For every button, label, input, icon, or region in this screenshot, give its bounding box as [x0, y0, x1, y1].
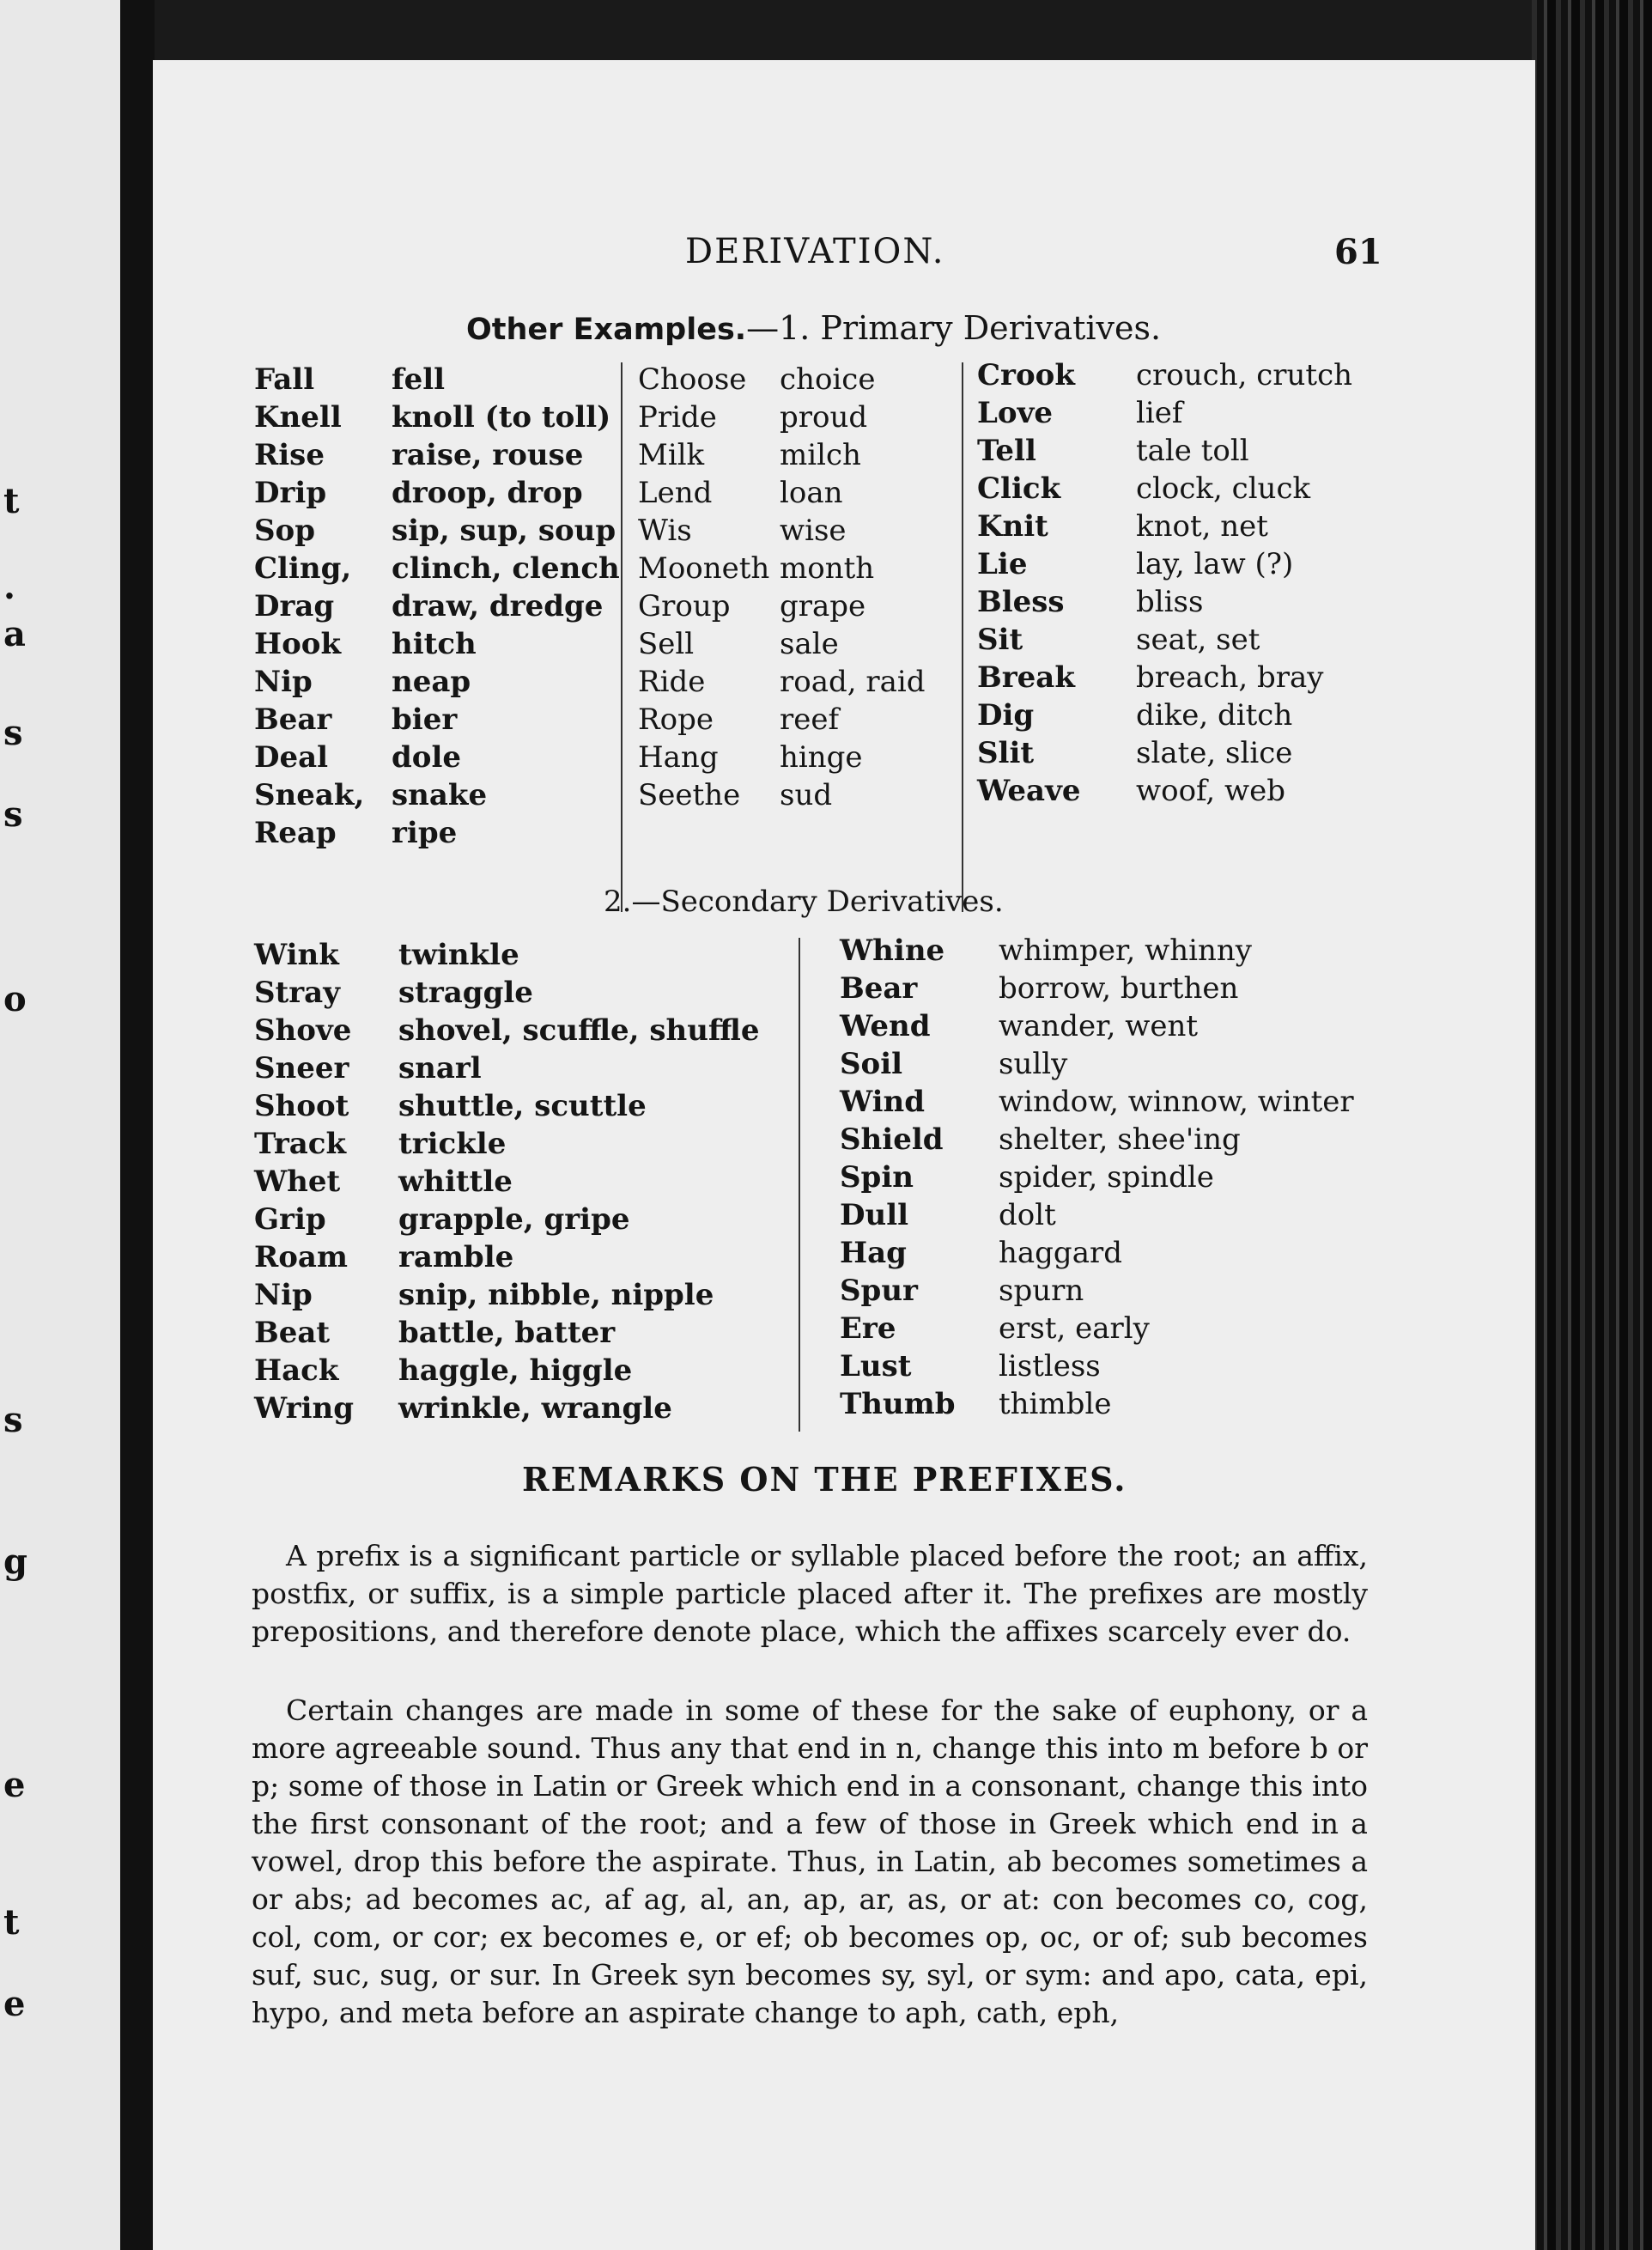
book-page	[153, 60, 1535, 2250]
root-word: Wis	[638, 514, 692, 548]
root-word: Dig	[977, 698, 1035, 733]
word-pair-row	[254, 1390, 760, 1427]
root-word: Shield	[840, 1122, 944, 1157]
root-word: Wind	[840, 1085, 925, 1119]
derived-words: ramble	[398, 1240, 514, 1274]
derived-words: sud	[780, 778, 833, 812]
word-pair-row	[840, 1272, 1354, 1310]
root-word: Reap	[254, 816, 337, 850]
root-word: Love	[977, 396, 1053, 430]
derived-words: hitch	[392, 627, 477, 661]
word-pair-row	[840, 1045, 1354, 1083]
derived-words: twinkle	[398, 938, 519, 972]
word-pair-row	[977, 621, 1352, 659]
root-word: Hook	[254, 627, 342, 661]
root-word: Spur	[840, 1274, 918, 1308]
derived-words: shelter, shee'ing	[999, 1122, 1241, 1157]
word-pair-row	[254, 361, 620, 398]
derived-words: milch	[780, 438, 861, 472]
root-word: Whine	[840, 933, 945, 968]
derived-words: dole	[392, 740, 461, 775]
root-word: Dull	[840, 1198, 909, 1232]
derived-words: window, winnow, winter	[999, 1085, 1354, 1119]
word-pair-row	[977, 394, 1352, 432]
derived-words: knot, net	[1136, 509, 1268, 544]
derived-words: spurn	[999, 1274, 1084, 1308]
derived-words: slate, slice	[1136, 736, 1293, 770]
root-word: Ere	[840, 1311, 896, 1346]
word-pair-row	[254, 1314, 760, 1352]
root-word: Knit	[977, 509, 1048, 544]
root-word: Break	[977, 660, 1075, 695]
page-number: 61	[1334, 232, 1382, 272]
word-pair-row	[638, 398, 926, 436]
root-word: Pride	[638, 400, 717, 435]
derived-words: knoll (to toll)	[392, 400, 611, 435]
facing-page-edge	[0, 0, 120, 2250]
primary-column-2	[638, 361, 926, 814]
paragraph-text: A prefix is a significant particle or syllable placed before the root; an affix, postfix, or suffix, is a simple particle placed after it. The prefixes are mostly prepositions, and therefore denote place, which the affixes scarcely ever do.	[252, 1539, 1368, 1648]
word-pair-row	[977, 583, 1352, 621]
derived-words: month	[780, 551, 875, 586]
derived-words: fell	[392, 362, 446, 397]
word-pair-row	[254, 1087, 760, 1125]
derived-words: whittle	[398, 1165, 513, 1199]
margin-letter: s	[3, 713, 23, 753]
secondary-column-1	[254, 936, 760, 1427]
word-pair-row	[638, 663, 926, 701]
root-word: Bear	[840, 971, 918, 1006]
derived-words: droop, drop	[392, 476, 583, 510]
derived-words: snarl	[398, 1051, 482, 1085]
word-pair-row	[840, 1196, 1354, 1234]
margin-letter: g	[3, 1542, 27, 1582]
word-pair-row	[638, 701, 926, 739]
word-pair-row	[638, 512, 926, 550]
derived-words: grapple, gripe	[398, 1202, 630, 1237]
root-word: Click	[977, 471, 1061, 506]
derived-words: breach, bray	[1136, 660, 1324, 695]
root-word: Cling,	[254, 551, 352, 586]
derived-words: sip, sup, soup	[392, 514, 616, 548]
derived-words: wander, went	[999, 1009, 1199, 1043]
derived-words: erst, early	[999, 1311, 1150, 1346]
root-word: Crook	[977, 358, 1075, 392]
derived-words: ripe	[392, 816, 458, 850]
root-word: Tell	[977, 434, 1036, 468]
derived-words: snip, nibble, nipple	[398, 1278, 714, 1312]
word-pair-row	[840, 1158, 1354, 1196]
derived-words: whimper, whinny	[999, 933, 1253, 968]
root-word: Rope	[638, 702, 714, 737]
word-pair-row	[254, 1201, 760, 1238]
margin-letter: .	[3, 567, 15, 607]
word-pair-row	[254, 436, 620, 474]
word-pair-row	[840, 970, 1354, 1007]
word-pair-row	[638, 625, 926, 663]
margin-letter: s	[3, 1400, 23, 1440]
word-pair-row	[977, 659, 1352, 696]
column-divider	[621, 362, 623, 912]
root-word: Lust	[840, 1349, 912, 1383]
derived-words: clock, cluck	[1136, 471, 1311, 506]
word-pair-row	[977, 470, 1352, 508]
word-pair-row	[840, 1234, 1354, 1272]
word-pair-row	[638, 550, 926, 587]
root-word: Nip	[254, 665, 313, 699]
word-pair-row	[254, 1163, 760, 1201]
derived-words: lay, law (?)	[1136, 547, 1294, 581]
root-word: Track	[254, 1127, 347, 1161]
root-word: Sit	[977, 623, 1023, 657]
primary-heading-bold: Other Examples.	[466, 313, 747, 347]
primary-heading	[466, 309, 1161, 347]
root-word: Bless	[977, 585, 1065, 619]
derived-words: raise, rouse	[392, 438, 584, 472]
word-pair-row	[254, 1125, 760, 1163]
book-edge	[1532, 0, 1652, 2250]
margin-letter: t	[3, 1902, 20, 1943]
derived-words: lief	[1136, 396, 1183, 430]
derived-words: wise	[780, 514, 847, 548]
root-word: Wring	[254, 1391, 354, 1426]
root-word: Soil	[840, 1047, 903, 1081]
word-pair-row	[254, 398, 620, 436]
root-word: Wink	[254, 938, 339, 972]
root-word: Shove	[254, 1013, 352, 1048]
word-pair-row	[977, 545, 1352, 583]
derived-words: bier	[392, 702, 458, 737]
word-pair-row	[977, 696, 1352, 734]
derived-words: tale toll	[1136, 434, 1249, 468]
page-gutter	[120, 0, 155, 2250]
derived-words: sale	[780, 627, 839, 661]
derived-words: borrow, burthen	[999, 971, 1239, 1006]
word-pair-row	[840, 1007, 1354, 1045]
column-divider	[799, 938, 800, 1432]
root-word: Nip	[254, 1278, 313, 1312]
word-pair-row	[254, 512, 620, 550]
derived-words: seat, set	[1136, 623, 1260, 657]
derived-words: neap	[392, 665, 471, 699]
derived-words: dolt	[999, 1198, 1056, 1232]
word-pair-row	[254, 936, 760, 974]
word-pair-row	[254, 550, 620, 587]
word-pair-row	[638, 776, 926, 814]
running-header: DERIVATION.	[685, 232, 945, 271]
derived-words: straggle	[398, 976, 533, 1010]
word-pair-row	[254, 739, 620, 776]
derived-words: grape	[780, 589, 866, 623]
root-word: Rise	[254, 438, 325, 472]
word-pair-row	[840, 932, 1354, 970]
word-pair-row	[254, 701, 620, 739]
word-pair-row	[638, 587, 926, 625]
word-pair-row	[840, 1385, 1354, 1423]
word-pair-row	[254, 1352, 760, 1390]
root-word: Bear	[254, 702, 332, 737]
word-pair-row	[977, 508, 1352, 545]
root-word: Weave	[977, 774, 1081, 808]
root-word: Wend	[840, 1009, 931, 1043]
root-word: Knell	[254, 400, 342, 435]
margin-letter: e	[3, 1984, 26, 2024]
root-word: Mooneth	[638, 551, 770, 586]
word-pair-row	[977, 734, 1352, 772]
derived-words: dike, ditch	[1136, 698, 1293, 733]
root-word: Fall	[254, 362, 315, 397]
word-pair-row	[840, 1083, 1354, 1121]
root-word: Lend	[638, 476, 713, 510]
root-word: Drip	[254, 476, 327, 510]
margin-letter: s	[3, 794, 23, 835]
root-word: Seethe	[638, 778, 741, 812]
derived-words: woof, web	[1136, 774, 1286, 808]
root-word: Deal	[254, 740, 329, 775]
margin-letter: o	[3, 979, 27, 1019]
primary-heading-rest: —1. Primary Derivatives.	[746, 309, 1162, 347]
derived-words: listless	[999, 1349, 1101, 1383]
remarks-paragraph-1	[252, 1537, 1368, 1651]
margin-letter: t	[3, 481, 20, 521]
primary-column-1	[254, 361, 620, 852]
primary-column-3	[977, 356, 1352, 810]
remarks-paragraph-2	[252, 1692, 1368, 2032]
root-word: Thumb	[840, 1387, 956, 1421]
word-pair-row	[977, 356, 1352, 394]
root-word: Milk	[638, 438, 705, 472]
word-pair-row	[254, 1276, 760, 1314]
derived-words: snake	[392, 778, 488, 812]
root-word: Lie	[977, 547, 1028, 581]
derived-words: haggle, higgle	[398, 1353, 633, 1388]
root-word: Spin	[840, 1160, 914, 1195]
root-word: Sneak,	[254, 778, 365, 812]
root-word: Drag	[254, 589, 335, 623]
word-pair-row	[638, 739, 926, 776]
derived-words: haggard	[999, 1236, 1122, 1270]
secondary-heading: 2.—Secondary Derivatives.	[604, 885, 1004, 919]
word-pair-row	[840, 1121, 1354, 1158]
derived-words: choice	[780, 362, 876, 397]
derived-words: wrinkle, wrangle	[398, 1391, 672, 1426]
paragraph-text: Certain changes are made in some of these for the sake of euphony, or a more agreeable sound. Thus any that end in n, change this into m before b or p; some of those in Latin or Greek which end in a consonant, change this into the first consonant of the root; and a few of those in Greek which end in a vowel, drop this before the aspirate. Thus, in Latin, ab becomes sometimes a or abs; ad becomes ac, af ag, al, an, ap, ar, as, or at: con becomes co, cog, col, com, or cor; ex becomes e, or ef; ob becomes op, oc, or of; sub becomes suf, suc, sug, or sur. In Greek syn becomes sy, syl, or sym: and apo, cata, epi, hypo, and meta before an aspirate change to aph, cath, eph,	[252, 1694, 1368, 2029]
word-pair-row	[977, 432, 1352, 470]
margin-letter: a	[3, 614, 26, 654]
derived-words: crouch, crutch	[1136, 358, 1353, 392]
word-pair-row	[254, 1049, 760, 1087]
word-pair-row	[977, 772, 1352, 810]
derived-words: draw, dredge	[392, 589, 604, 623]
secondary-column-2	[840, 932, 1354, 1423]
word-pair-row	[254, 474, 620, 512]
root-word: Whet	[254, 1165, 341, 1199]
derived-words: hinge	[780, 740, 863, 775]
root-word: Hag	[840, 1236, 907, 1270]
derived-words: spider, spindle	[999, 1160, 1214, 1195]
derived-words: thimble	[999, 1387, 1112, 1421]
word-pair-row	[254, 1238, 760, 1276]
root-word: Roam	[254, 1240, 348, 1274]
word-pair-row	[254, 625, 620, 663]
root-word: Slit	[977, 736, 1035, 770]
root-word: Grip	[254, 1202, 326, 1237]
margin-letter: e	[3, 1765, 26, 1805]
derived-words: proud	[780, 400, 868, 435]
root-word: Shoot	[254, 1089, 349, 1123]
root-word: Sop	[254, 514, 316, 548]
word-pair-row	[638, 474, 926, 512]
derived-words: road, raid	[780, 665, 926, 699]
root-word: Hack	[254, 1353, 339, 1388]
derived-words: clinch, clench	[392, 551, 620, 586]
root-word: Sell	[638, 627, 695, 661]
word-pair-row	[638, 361, 926, 398]
word-pair-row	[254, 663, 620, 701]
root-word: Sneer	[254, 1051, 349, 1085]
word-pair-row	[638, 436, 926, 474]
root-word: Hang	[638, 740, 719, 775]
derived-words: sully	[999, 1047, 1068, 1081]
root-word: Beat	[254, 1316, 331, 1350]
derived-words: reef	[780, 702, 840, 737]
word-pair-row	[254, 1012, 760, 1049]
remarks-heading: REMARKS ON THE PREFIXES.	[522, 1460, 1127, 1499]
derived-words: battle, batter	[398, 1316, 616, 1350]
derived-words: trickle	[398, 1127, 507, 1161]
word-pair-row	[254, 814, 620, 852]
derived-words: loan	[780, 476, 843, 510]
derived-words: shuttle, scuttle	[398, 1089, 647, 1123]
derived-words: bliss	[1136, 585, 1204, 619]
root-word: Group	[638, 589, 731, 623]
column-divider	[962, 362, 963, 912]
root-word: Choose	[638, 362, 747, 397]
word-pair-row	[840, 1310, 1354, 1347]
root-word: Stray	[254, 976, 340, 1010]
word-pair-row	[254, 974, 760, 1012]
root-word: Ride	[638, 665, 706, 699]
derived-words: shovel, scuffle, shuffle	[398, 1013, 760, 1048]
word-pair-row	[840, 1347, 1354, 1385]
word-pair-row	[254, 587, 620, 625]
word-pair-row	[254, 776, 620, 814]
